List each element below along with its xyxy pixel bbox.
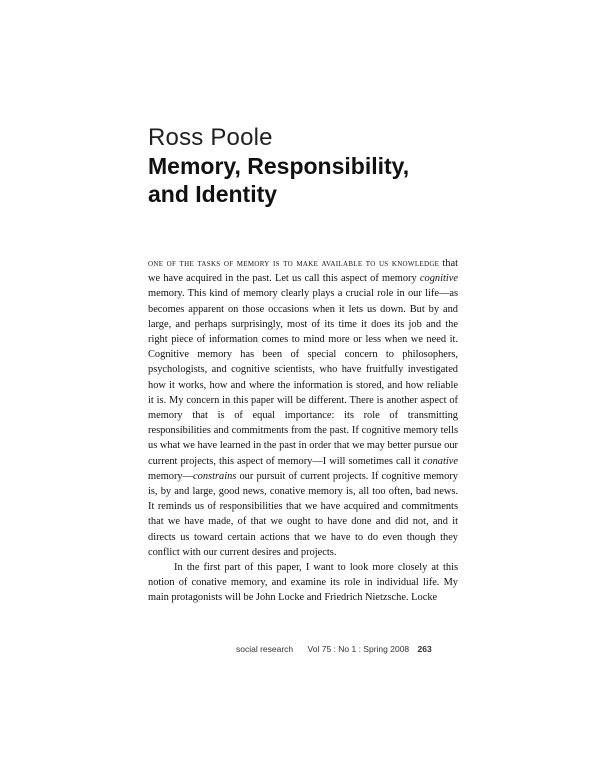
author-name: Ross Poole bbox=[148, 124, 273, 151]
page-footer bbox=[236, 644, 432, 654]
paragraph-2: In the first part of this paper, I want to look more closely at this notion of conative memory, and examine its role in individual life. My main protagonists will be John Locke and Friedrich Nietzsche. Locke bbox=[148, 562, 458, 604]
p1-emphasis-constrains: constrains bbox=[193, 470, 237, 482]
paragraph-1 bbox=[148, 256, 458, 560]
p1-text-a: that we have acquired in the past. Let us call this aspect of memory bbox=[148, 258, 458, 285]
p1-emphasis-conative: conative bbox=[422, 455, 458, 467]
p1-text-c: memory— bbox=[148, 470, 194, 482]
lead-small-caps: one of the tasks of memory is to make available to us knowledge bbox=[148, 258, 440, 269]
p1-text-b: memory. This kind of memory clearly plays a crucial role in our life—as becomes apparent on those occasions when it lets us down. But by and large, and perhaps surprisingly, most of its time it does its job and the right piece of information comes to mind more or less when we need it. Cognitive memory has been of special concern to philosophers, psychologists, and cognitive scientists, who have fruitfully investigated how it works, how and where the information is stored, and how reliable it is. My concern in this paper will be different. There is another aspect of memory that is of equal importance: its role of transmitting responsibilities and commitments from the past. If cognitive memory tells us what we have learned in the past in order that we may better pursue our current projects, this aspect of memory—I will sometimes call it bbox=[148, 288, 458, 467]
p1-text-d: our pursuit of current projects. If cognitive memory is, by and large, good news, conative memory is, all too often, bad news. It reminds us of responsibilities that we have acquired and commitments that we have made, of that we ought to have done and did not, and it directs us toward certain actions that we have to do even though they conflict with our current desires and projects. bbox=[148, 470, 458, 558]
article-body bbox=[148, 256, 458, 606]
article-title bbox=[148, 152, 468, 208]
footer-issue: Vol 75 : No 1 : Spring 2008 bbox=[307, 644, 410, 654]
p1-emphasis-cognitive: cognitive bbox=[419, 273, 458, 285]
footer-journal: social research bbox=[236, 644, 294, 654]
title-line-1: Memory, Responsibility, bbox=[148, 153, 410, 179]
footer-page-number: 263 bbox=[417, 644, 432, 654]
title-line-2: and Identity bbox=[148, 181, 278, 207]
